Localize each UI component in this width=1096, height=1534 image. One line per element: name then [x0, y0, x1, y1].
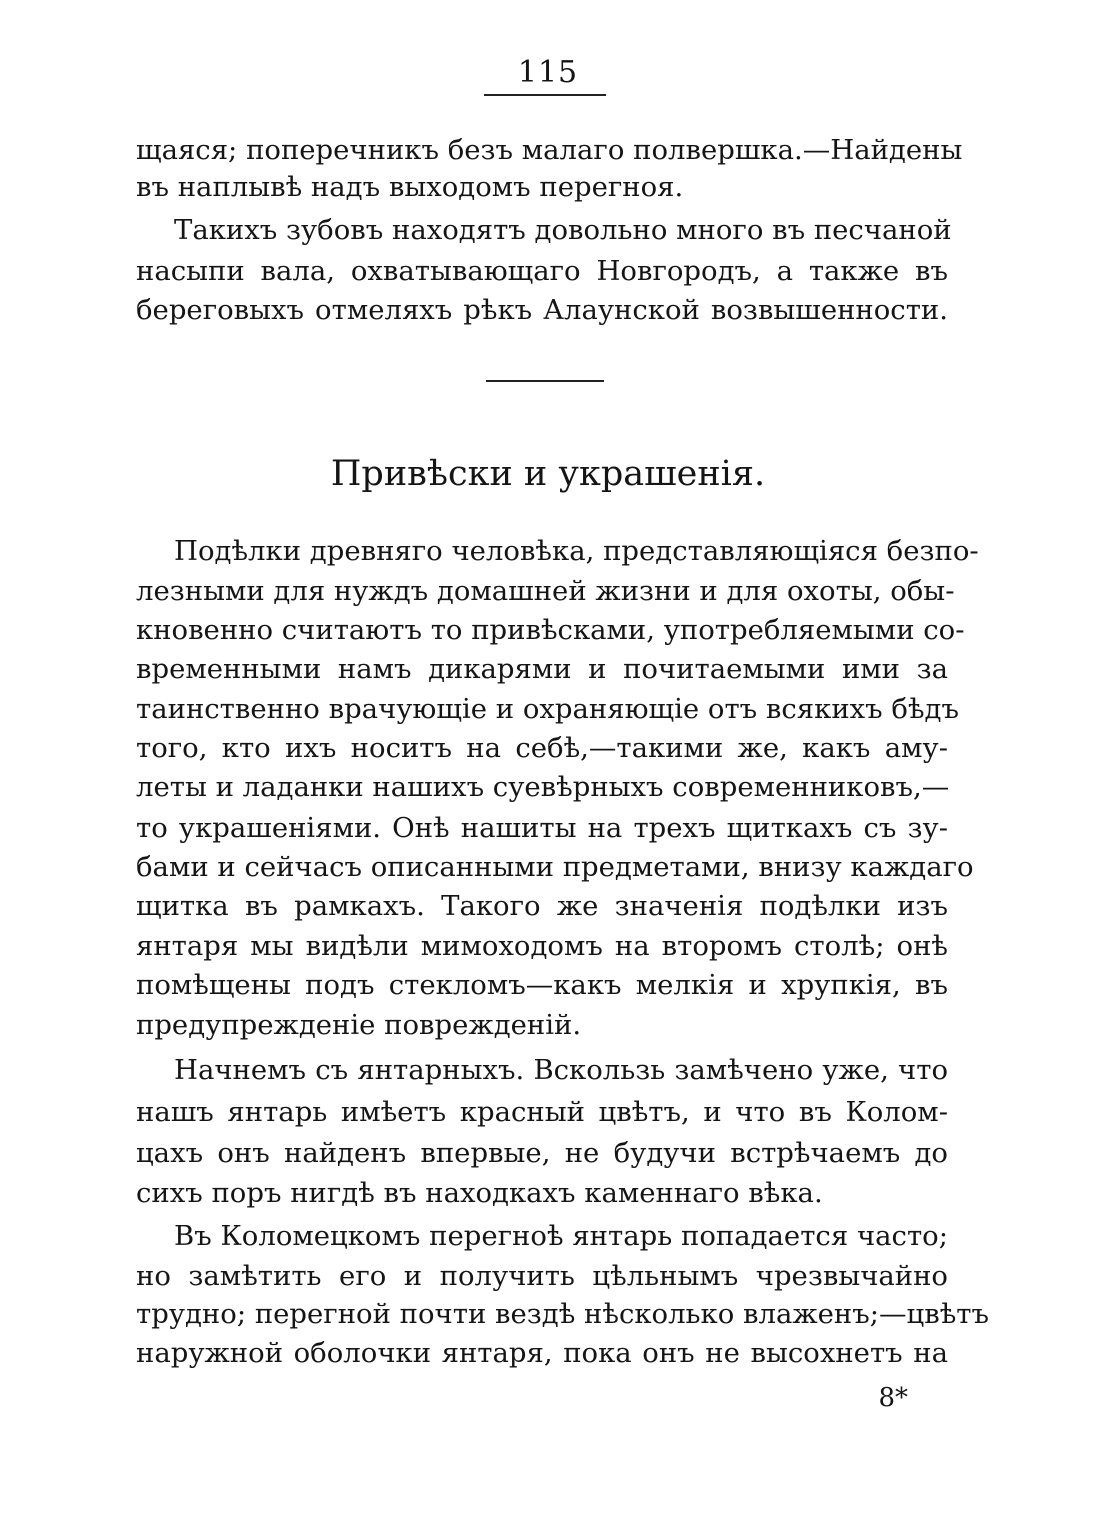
page-number: 115 — [517, 55, 579, 90]
text-line: Подѣлки древняго человѣка, представляющіяся безпо- — [174, 535, 979, 567]
text-line: Въ Коломецкомъ перегноѣ янтарь попадается часто; — [174, 1220, 948, 1252]
text-line: въ наплывѣ надъ выходомъ перегноя. — [136, 171, 684, 203]
text-line: того, кто ихъ носитъ на себѣ,—такими же, какъ аму- — [136, 732, 948, 764]
text-line: предупрежденіе поврежденій. — [136, 1009, 582, 1041]
header-rule — [484, 94, 606, 96]
text-line: янтаря мы видѣли мимоходомъ на второмъ столѣ; онѣ — [136, 930, 948, 962]
text-line: щитка въ рамкахъ. Такого же значенія подѣлки изъ — [136, 890, 948, 922]
text-line: таинственно врачующіе и охраняющіе отъ всякихъ бѣдъ — [136, 693, 959, 725]
text-line: то украшеніями. Онѣ нашиты на трехъ щиткахъ съ зу- — [136, 812, 948, 844]
section-divider — [486, 380, 604, 382]
section-heading: Привѣски и украшенія. — [330, 454, 766, 494]
text-line: сихъ поръ нигдѣ въ находкахъ каменнаго вѣка. — [136, 1177, 823, 1209]
text-line: насыпи вала, охватывающаго Новгородъ, а также въ — [136, 255, 948, 287]
text-line: Начнемъ съ янтарныхъ. Вскользь замѣчено уже, что — [174, 1054, 948, 1086]
text-line: щаяся; поперечникъ безъ малаго полвершка.—Найдены — [136, 134, 963, 166]
text-line: лезными для нуждъ домашней жизни и для охоты, обы- — [136, 575, 955, 607]
text-line: помѣщены подъ стекломъ—какъ мелкія и хрупкія, въ — [136, 969, 948, 1001]
text-line: Такихъ зубовъ находятъ довольно много въ песчаной — [174, 214, 952, 246]
text-line: наружной оболочки янтаря, пока онъ не высохнетъ на — [136, 1337, 948, 1369]
text-line: но замѣтить его и получить цѣльнымъ чрезвычайно — [136, 1260, 948, 1292]
text-line: цахъ онъ найденъ впервые, не будучи встрѣчаемъ до — [136, 1137, 948, 1169]
text-line: бами и сейчасъ описанными предметами, внизу каждаго — [136, 851, 974, 883]
text-line: временными намъ дикарями и почитаемыми ими за — [136, 653, 948, 685]
text-line: нашъ янтарь имѣетъ красный цвѣтъ, и что въ Колом- — [136, 1096, 948, 1128]
text-line: береговыхъ отмеляхъ рѣкъ Алаунской возвышенности. — [136, 294, 948, 326]
signature-mark: 8* — [878, 1383, 908, 1413]
text-line: кновенно считаютъ то привѣсками, употребляемыми со- — [136, 614, 965, 646]
text-line: леты и ладанки нашихъ суевѣрныхъ современниковъ,— — [136, 771, 950, 803]
text-line: трудно; перегной почти вездѣ нѣсколько влаженъ;—цвѣтъ — [136, 1298, 989, 1330]
